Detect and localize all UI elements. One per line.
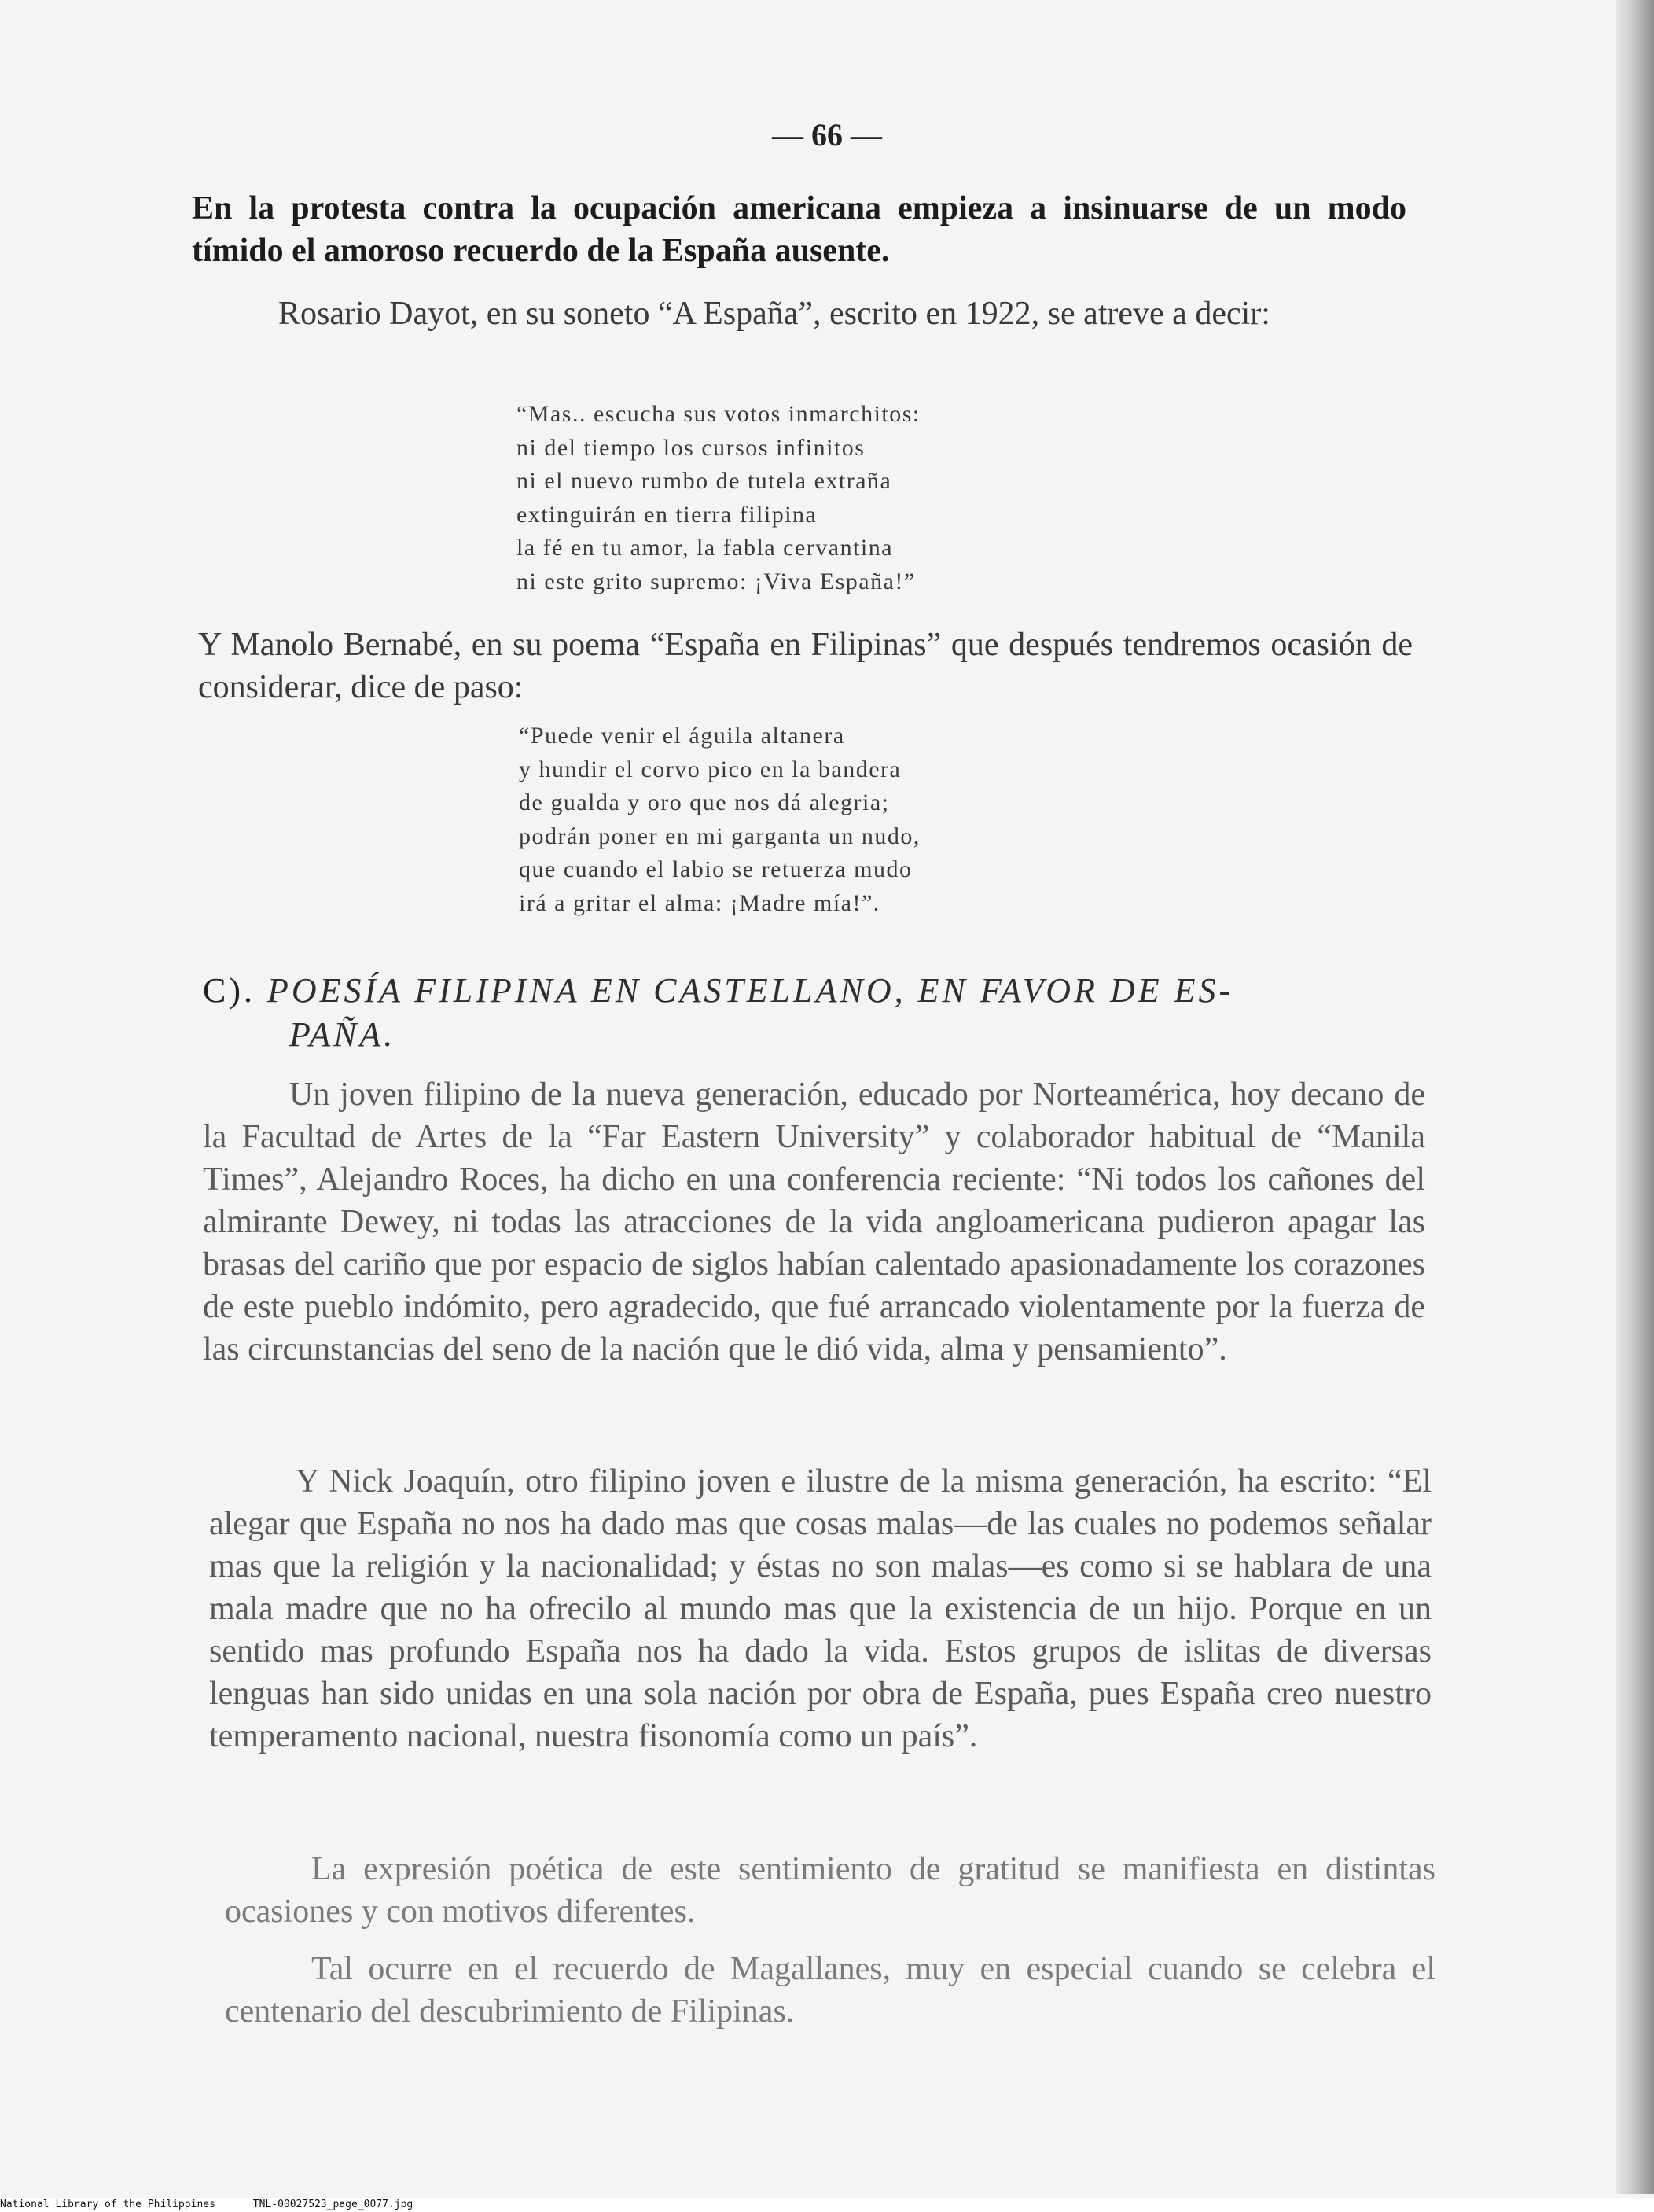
poem-line: la fé en tu amor, la fabla cervantina <box>516 535 894 561</box>
section-label: C). <box>203 971 255 1010</box>
paragraph-bernabe-intro-text: Y Manolo Bernabé, en su poema “España en Filipinas” que después tendremos ocasión de considerar, dice de paso: <box>198 627 1413 705</box>
poem-a-espana <box>516 398 921 598</box>
page-edge-shadow <box>1616 0 1654 2194</box>
paragraph-joaquin <box>209 1460 1432 1757</box>
poem-line: “Mas.. escucha sus votos inmarchitos: <box>516 401 921 427</box>
poem-espana-en-filipinas <box>519 720 921 920</box>
paragraph-magallanes <box>225 1948 1435 2033</box>
poem-line: ni este grito supremo: ¡Viva España!” <box>516 568 916 594</box>
section-title-continuation: PAÑA. <box>289 1015 396 1054</box>
poem-line: podrán poner en mi garganta un nudo, <box>519 823 921 849</box>
scan-footer <box>0 2198 1654 2212</box>
paragraph-dayot-intro-text: Rosario Dayot, en su soneto “A España”, escrito en 1922, se atreve a decir: <box>278 296 1270 332</box>
section-title: POESÍA FILIPINA EN CASTELLANO, EN FAVOR DE ES- <box>267 971 1234 1010</box>
poem-line: que cuando el labio se retuerza mudo <box>519 856 913 882</box>
section-heading <box>203 969 1429 1057</box>
footer-filename: TNL-00027523_page_0077.jpg <box>252 2199 414 2210</box>
paragraph-bernabe-intro <box>198 624 1413 709</box>
poem-line: de gualda y oro que nos dá alegria; <box>519 789 890 815</box>
paragraph-protest-text: En la protesta contra la ocupación americana empieza a insinuarse de un modo tímido el amoroso recuerdo de la España ausente. <box>192 190 1406 269</box>
poem-line: ni del tiempo los cursos infinitos <box>516 434 866 461</box>
poem-line: ni el nuevo rumbo de tutela extraña <box>516 468 892 494</box>
paragraph-gratitude-text: La expresión poética de este sentimiento de gratitud se manifiesta en distintas ocasiones y con motivos diferentes. <box>225 1851 1435 1930</box>
footer-institution: National Library of the Philippines <box>0 2199 215 2210</box>
paragraph-dayot-intro <box>192 293 1406 335</box>
poem-line: extinguirán en tierra filipina <box>516 501 818 528</box>
paragraph-gratitude <box>225 1848 1435 1933</box>
paragraph-protest <box>192 187 1406 272</box>
paragraph-magallanes-text: Tal ocurre en el recuerdo de Magallanes, muy en especial cuando se celebra el centenario del descubrimiento de Filipinas. <box>225 1951 1435 2030</box>
poem-line: “Puede venir el águila altanera <box>519 723 845 749</box>
paragraph-joaquin-text: Y Nick Joaquín, otro filipino joven e ilustre de la misma generación, ha escrito: “El alegar que España no nos ha dado mas que cosas malas—de las cuales no podemos señalar mas que la religión y la nacionalidad; y éstas no son malas—es como si se hablara de una mala madre que no ha ofrecilo al mundo mas que la existencia de un hijo. Porque en un sentido mas profundo España nos ha dado la vida. Estos grupos de islitas de diversas lenguas han sido unidas en una sola nación por obra de España, pues España creo nuestro temperamento nacional, nuestra fisonomía como un país”. <box>209 1463 1432 1754</box>
paragraph-roces <box>203 1073 1425 1371</box>
poem-line: y hundir el corvo pico en la bandera <box>519 756 902 782</box>
paragraph-roces-text: Un joven filipino de la nueva generación, educado por Norteamérica, hoy decano de la Facultad de Artes de la “Far Eastern University” y colaborador habitual de “Manila Times”, Alejandro Roces, ha dicho en una conferencia reciente: “Ni todos los cañones del almirante Dewey, ni todas las atracciones de la vida angloamericana pudieron apagar las brasas del cariño que por espacio de siglos habían calentado apasionadamente los corazones de este pueblo indómito, pero agradecido, que fué arrancado violentamente por la fuerza de las circunstancias del seno de la nación que le dió vida, alma y pensamiento”. <box>203 1077 1425 1367</box>
poem-line: irá a gritar el alma: ¡Madre mía!”. <box>519 889 880 916</box>
page-number: — 66 — <box>772 117 882 153</box>
